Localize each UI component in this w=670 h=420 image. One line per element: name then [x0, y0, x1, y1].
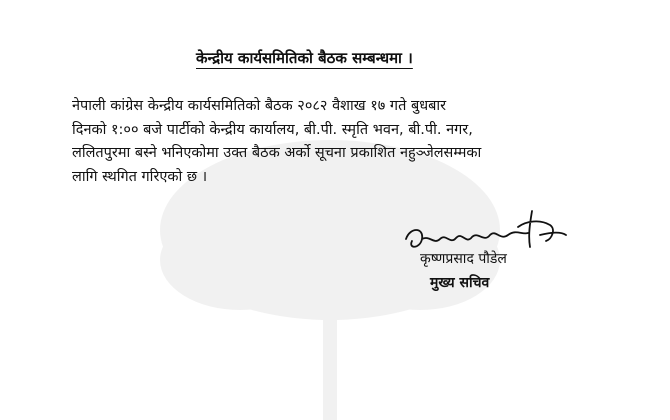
- body-line: ललितपुरमा बस्ने भनिएकोमा उक्त बैठक अर्को सूचना प्रकाशित नहुञ्जेलसम्मका: [72, 145, 482, 161]
- notice-body: [72, 95, 612, 189]
- body-line: नेपाली कांग्रेस केन्द्रीय कार्यसमितिको बैठक २०८२ वैशाख १७ गते बुधबार: [72, 98, 447, 114]
- signer-name: कृष्णप्रसाद पौडेल: [420, 251, 507, 267]
- notice-title: केन्द्रीय कार्यसमितिको बैठक सम्बन्धमा ।: [196, 49, 413, 67]
- signer-title: मुख्य सचिव: [430, 275, 490, 291]
- body-line: लागि स्थगित गरिएको छ ।: [72, 168, 208, 185]
- body-line: दिनको १:०० बजे पार्टीको केन्द्रीय कार्यालय, बी.पी. स्मृति भवन, बी.पी. नगर,: [72, 121, 473, 138]
